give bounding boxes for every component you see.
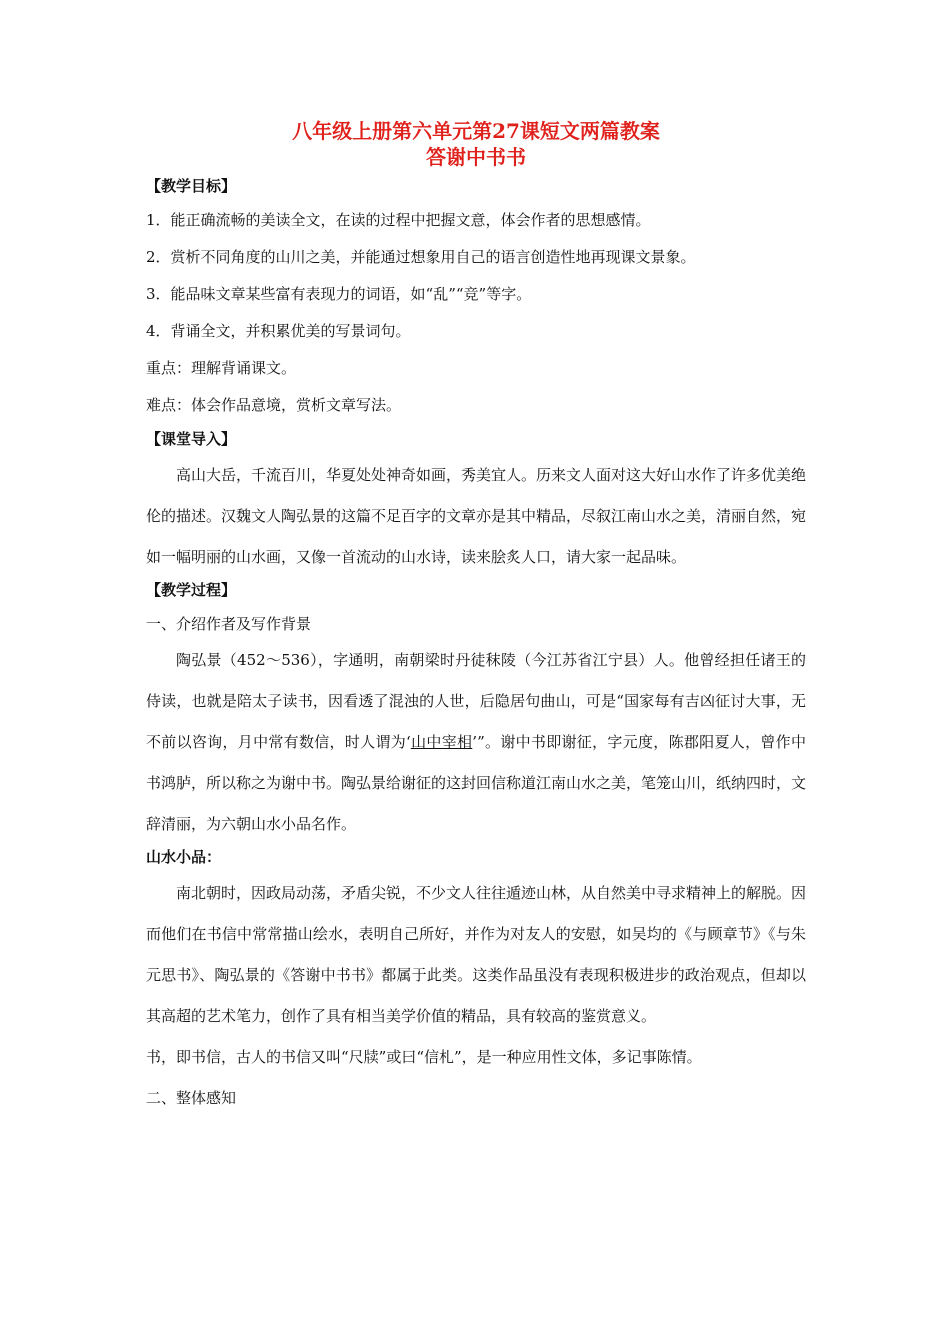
intro-heading: 【课堂导入】 xyxy=(146,430,237,448)
objective-item-2: 2．赏析不同角度的山川之美，并能通过想象用自己的语言创造性地再现课文景象。 xyxy=(146,248,696,266)
author-paragraph xyxy=(146,640,806,845)
landscape-paragraph: 南北朝时，因政局动荡，矛盾尖锐，不少文人往往遁迹山林，从自然美中寻求精神上的解脱。因而他们在书信中常常描山绘水，表明自己所好，并作为对友人的安慰，如吴均的《与顾章节》《与朱元思书》、陶弘景的《答谢中书书》都属于此类。这类作品虽没有表现积极进步的政治观点，但却以其高超的艺术笔力，创作了具有相当美学价值的精品，具有较高的鉴赏意义。 xyxy=(146,884,807,1025)
objective-item-3: 3．能品味文章某些富有表现力的词语，如“乱”“竞”等字。 xyxy=(146,285,532,303)
author-text-part-2: ’”。谢中书即谢征，字元度，陈郡阳夏人，曾作中书鸿胪，所以称之为谢中书。陶弘景给谢征的这封回信称道江南山水之美，笔笼山川，纸纳四时，文辞清丽，为六朝山水小品名作。 xyxy=(146,733,807,833)
process-heading: 【教学过程】 xyxy=(146,581,237,599)
objective-item-1: 1．能正确流畅的美读全文，在读的过程中把握文意，体会作者的思想感情。 xyxy=(146,211,651,229)
author-text-part-1: 陶弘景（452～536），字通明，南朝梁时丹徒秣陵（今江苏省江宁县）人。他曾经担任诸王的侍读，也就是陪太子读书，因看透了混浊的人世，后隐居句曲山，可是“国家每有吉凶征讨大事，无不前以咨询，月中常有数信，时人谓为‘ xyxy=(146,651,806,751)
title-line-2: 答谢中书书 xyxy=(426,145,526,169)
intro-paragraph: 高山大岳，千流百川，华夏处处神奇如画，秀美宜人。历来文人面对这大好山水作了许多优美绝伦的描述。汉魏文人陶弘景的这篇不足百字的文章亦是其中精品，尽叙江南山水之美，清丽自然，宛如一幅明丽的山水画，又像一首流动的山水诗，读来脍炙人口，请大家一起品味。 xyxy=(146,466,807,566)
document-title xyxy=(146,118,806,170)
key-point: 重点：理解背诵课文。 xyxy=(146,359,297,377)
title-line-1: 八年级上册第六单元第27课短文两篇教案 xyxy=(292,119,660,143)
difficulty-point: 难点：体会作品意境，赏析文章写法。 xyxy=(146,396,402,414)
section-1-heading: 一、介绍作者及写作背景 xyxy=(146,615,312,633)
objective-item-4: 4．背诵全文，并积累优美的写景词句。 xyxy=(146,322,411,340)
document-page xyxy=(146,118,806,1119)
letter-note: 书，即书信，古人的书信又叫“尺牍”或曰“信札”，是一种应用性文体，多记事陈情。 xyxy=(146,1048,702,1066)
shanzhong-zaixiang-term: 山中宰相 xyxy=(410,733,473,751)
objectives-heading: 【教学目标】 xyxy=(146,177,237,195)
landscape-heading: 山水小品： xyxy=(146,848,222,866)
section-2-heading: 二、整体感知 xyxy=(146,1089,237,1107)
